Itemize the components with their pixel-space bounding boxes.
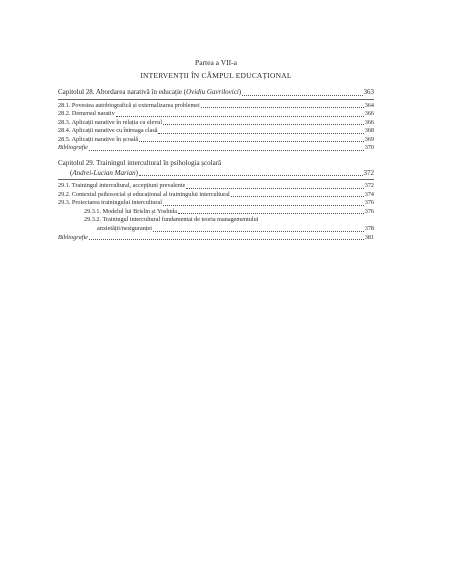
leader-dots <box>158 133 363 134</box>
entry-label: anxietății/nesiguranței <box>97 225 152 233</box>
chapter-title[interactable]: Capitolul 29. Trainingul intercultural în psihologia școlară <box>58 159 222 168</box>
entry-label: 28.3. Aplicații narative în relația cu elevul <box>58 118 163 126</box>
part-title: Partea a VII-a <box>195 58 237 67</box>
toc-entry[interactable] <box>58 136 374 145</box>
toc-subentry[interactable] <box>58 208 374 217</box>
leader-dots <box>89 239 364 240</box>
page-number: 376 <box>364 199 374 207</box>
toc-subentry-line2[interactable] <box>58 225 374 234</box>
page-number: 372 <box>363 168 374 177</box>
chapter-title-row[interactable] <box>58 169 374 179</box>
toc-entry[interactable] <box>58 102 374 111</box>
entry-label: 29.3.1. Modelul lui Brislin și Yoshida <box>84 207 177 215</box>
divider <box>58 179 374 180</box>
chapter-title-row[interactable] <box>58 88 374 98</box>
toc-entry[interactable] <box>58 127 374 136</box>
leader-dots <box>231 196 364 197</box>
leader-dots <box>116 116 364 117</box>
page-number: 381 <box>364 233 374 241</box>
entry-label: 29.1. Trainingul intercultural, accepțiuni prevalente <box>58 182 186 190</box>
entry-label: 28.5. Aplicații narative în școală <box>58 135 139 143</box>
page-number: 364 <box>364 101 374 109</box>
entry-label: Bibliografie <box>58 233 88 241</box>
page-number: 376 <box>364 207 374 215</box>
page-number: 369 <box>364 135 374 143</box>
leader-dots <box>242 95 362 96</box>
page-number: 363 <box>363 88 374 96</box>
entry-label: 28.4. Aplicații narative cu întreaga clasă <box>58 127 158 135</box>
leader-dots <box>201 107 364 108</box>
leader-dots <box>153 231 364 232</box>
toc-entry[interactable] <box>58 191 374 200</box>
page-number: 366 <box>364 118 374 126</box>
toc-entry[interactable] <box>58 110 374 119</box>
entry-label: 28.2. Demersul narativ <box>58 110 115 118</box>
page-number: 378 <box>364 225 374 233</box>
page-number: 370 <box>364 144 374 152</box>
page-number: 366 <box>364 110 374 118</box>
page-number: 372 <box>364 182 374 190</box>
page-number: 368 <box>364 127 374 135</box>
leader-dots <box>89 150 364 151</box>
bibliography-entry[interactable] <box>58 234 374 243</box>
bibliography-entry[interactable] <box>58 144 374 153</box>
toc-subentry-line1[interactable]: 29.3.2. Trainingul intercultural fundamentat de teoria managementului <box>84 216 259 224</box>
chapter-29 <box>58 159 374 242</box>
leader-dots <box>163 205 364 206</box>
leader-dots <box>186 188 363 189</box>
entry-label: Bibliografie <box>58 144 88 152</box>
entry-label: 29.2. Contextul psihosocial și educațional al trainingului intercultural <box>58 190 230 198</box>
page-number: 374 <box>364 190 374 198</box>
chapter-author: Ovidiu Gavrilovici <box>186 88 239 96</box>
leader-dots <box>163 124 364 125</box>
entry-label: 28.1. Povestea autobiografică și externalizarea problemei <box>58 101 200 109</box>
leader-dots <box>139 175 362 176</box>
toc-entry[interactable] <box>58 182 374 191</box>
entry-label: 29.3. Proiectarea trainingului intercultural <box>58 199 162 207</box>
divider <box>58 99 374 100</box>
toc-page <box>58 58 374 248</box>
chapter-author-wrap: (Andrei-Lucian Marian) <box>70 168 139 177</box>
toc-entry[interactable] <box>58 119 374 128</box>
chapter-title: Capitolul 28. Abordarea narativă în educație (Ovidiu Gavrilovici) <box>58 88 242 96</box>
toc-entry[interactable] <box>58 199 374 208</box>
leader-dots <box>178 213 364 214</box>
chapter-28 <box>58 88 374 153</box>
leader-dots <box>139 141 364 142</box>
chapter-author: Andrei-Lucian Marian <box>72 168 136 177</box>
part-subtitle: INTERVENȚII ÎN CÂMPUL EDUCAȚIONAL <box>140 71 292 80</box>
